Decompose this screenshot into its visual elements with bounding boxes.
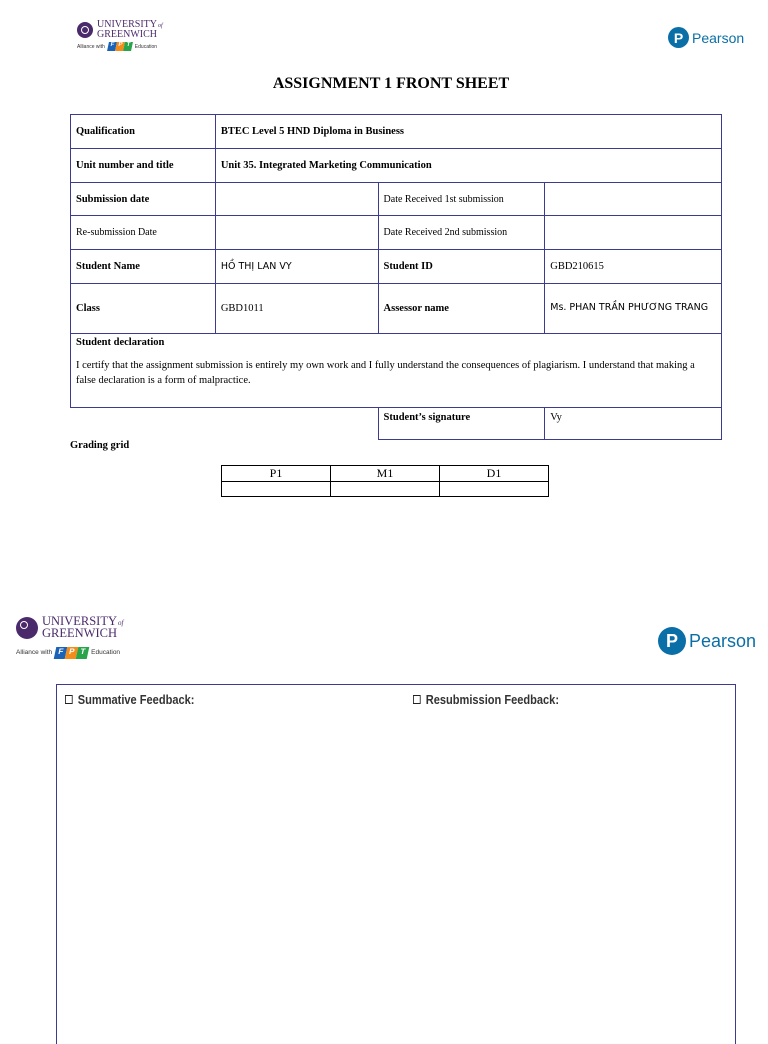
declaration-title: Student declaration	[76, 337, 165, 348]
received-1st-field	[545, 183, 722, 216]
grading-grid	[221, 465, 549, 497]
qualification-label: Qualification	[71, 115, 216, 149]
grade-value-p1	[222, 482, 331, 497]
grade-header-d1: D1	[440, 466, 549, 482]
university-crest-icon	[16, 617, 38, 639]
pearson-label: Pearson	[689, 630, 757, 651]
university-name-line2: GREENWICH	[97, 28, 157, 40]
grade-value-m1	[331, 482, 440, 497]
alliance-line	[77, 42, 163, 51]
student-id-label: Student ID	[378, 250, 545, 284]
resubmission-date-label: Re-submission Date	[71, 216, 216, 250]
blank-cell	[71, 408, 379, 440]
resubmission-date-field	[215, 216, 378, 250]
received-2nd-field	[545, 216, 722, 250]
submission-date-field	[215, 183, 378, 216]
pearson-mark-icon: P	[668, 27, 689, 48]
pearson-logo	[668, 27, 744, 48]
feedback-box	[56, 684, 736, 1044]
alliance-prefix: Alliance with	[16, 649, 53, 657]
summative-feedback	[65, 692, 194, 707]
pearson-logo-page2	[658, 627, 756, 655]
resubmission-checkbox-icon[interactable]	[413, 695, 421, 704]
received-1st-label: Date Received 1st submission	[378, 183, 545, 216]
alliance-suffix: Education	[91, 649, 121, 657]
pearson-label: Pearson	[692, 29, 745, 46]
university-crest-icon	[77, 22, 93, 38]
class-value: GBD1011	[215, 284, 378, 334]
unit-label: Unit number and title	[71, 149, 216, 183]
university-logo	[77, 20, 163, 51]
summative-feedback-label: Summative Feedback:	[77, 692, 195, 707]
unit-value: Unit 35. Integrated Marketing Communication	[215, 149, 721, 183]
assessor-label: Assessor name	[378, 284, 545, 334]
signature-value: Vy	[545, 408, 722, 440]
student-name-label: Student Name	[71, 250, 216, 284]
grade-header-m1: M1	[331, 466, 440, 482]
page-title: ASSIGNMENT 1 FRONT SHEET	[272, 75, 510, 92]
grade-header-p1: P1	[222, 466, 331, 482]
alliance-line	[16, 647, 123, 659]
received-2nd-label: Date Received 2nd submission	[378, 216, 545, 250]
student-name-value: HỒ THỊ LAN VY	[215, 250, 378, 284]
submission-date-label: Submission date	[71, 183, 216, 216]
summative-checkbox-icon[interactable]	[65, 695, 73, 704]
fpt-logo: F P T	[108, 42, 132, 51]
assessor-value: Ms. PHAN TRẦN PHƯƠNG TRANG	[545, 284, 722, 334]
resubmission-feedback-label: Resubmission Feedback:	[425, 692, 560, 707]
university-name-line1: UNIVERSITY	[97, 19, 157, 30]
front-sheet-table	[70, 114, 722, 440]
grade-value-d1	[440, 482, 549, 497]
pearson-mark-icon: P	[658, 627, 686, 655]
university-name-line1: UNIVERSITY	[42, 614, 117, 628]
class-label: Class	[71, 284, 216, 334]
student-declaration	[71, 334, 722, 408]
fpt-logo: F P T	[55, 647, 88, 659]
grading-grid-label: Grading grid	[70, 440, 130, 451]
student-id-value: GBD210615	[545, 250, 722, 284]
declaration-text: I certify that the assignment submission is entirely my own work and I fully understand the consequences of plagiarism. I understand that making a false declaration is a form of malpractice.	[76, 360, 695, 387]
university-logo-page2	[16, 616, 123, 659]
university-name-of: of	[118, 619, 124, 627]
university-name-of: of	[158, 23, 163, 29]
alliance-suffix: Education	[134, 43, 158, 50]
university-name-line2: GREENWICH	[42, 625, 117, 640]
alliance-prefix: Alliance with	[77, 43, 105, 50]
resubmission-feedback	[413, 692, 559, 707]
signature-label: Student’s signature	[378, 408, 545, 440]
qualification-value: BTEC Level 5 HND Diploma in Business	[215, 115, 721, 149]
